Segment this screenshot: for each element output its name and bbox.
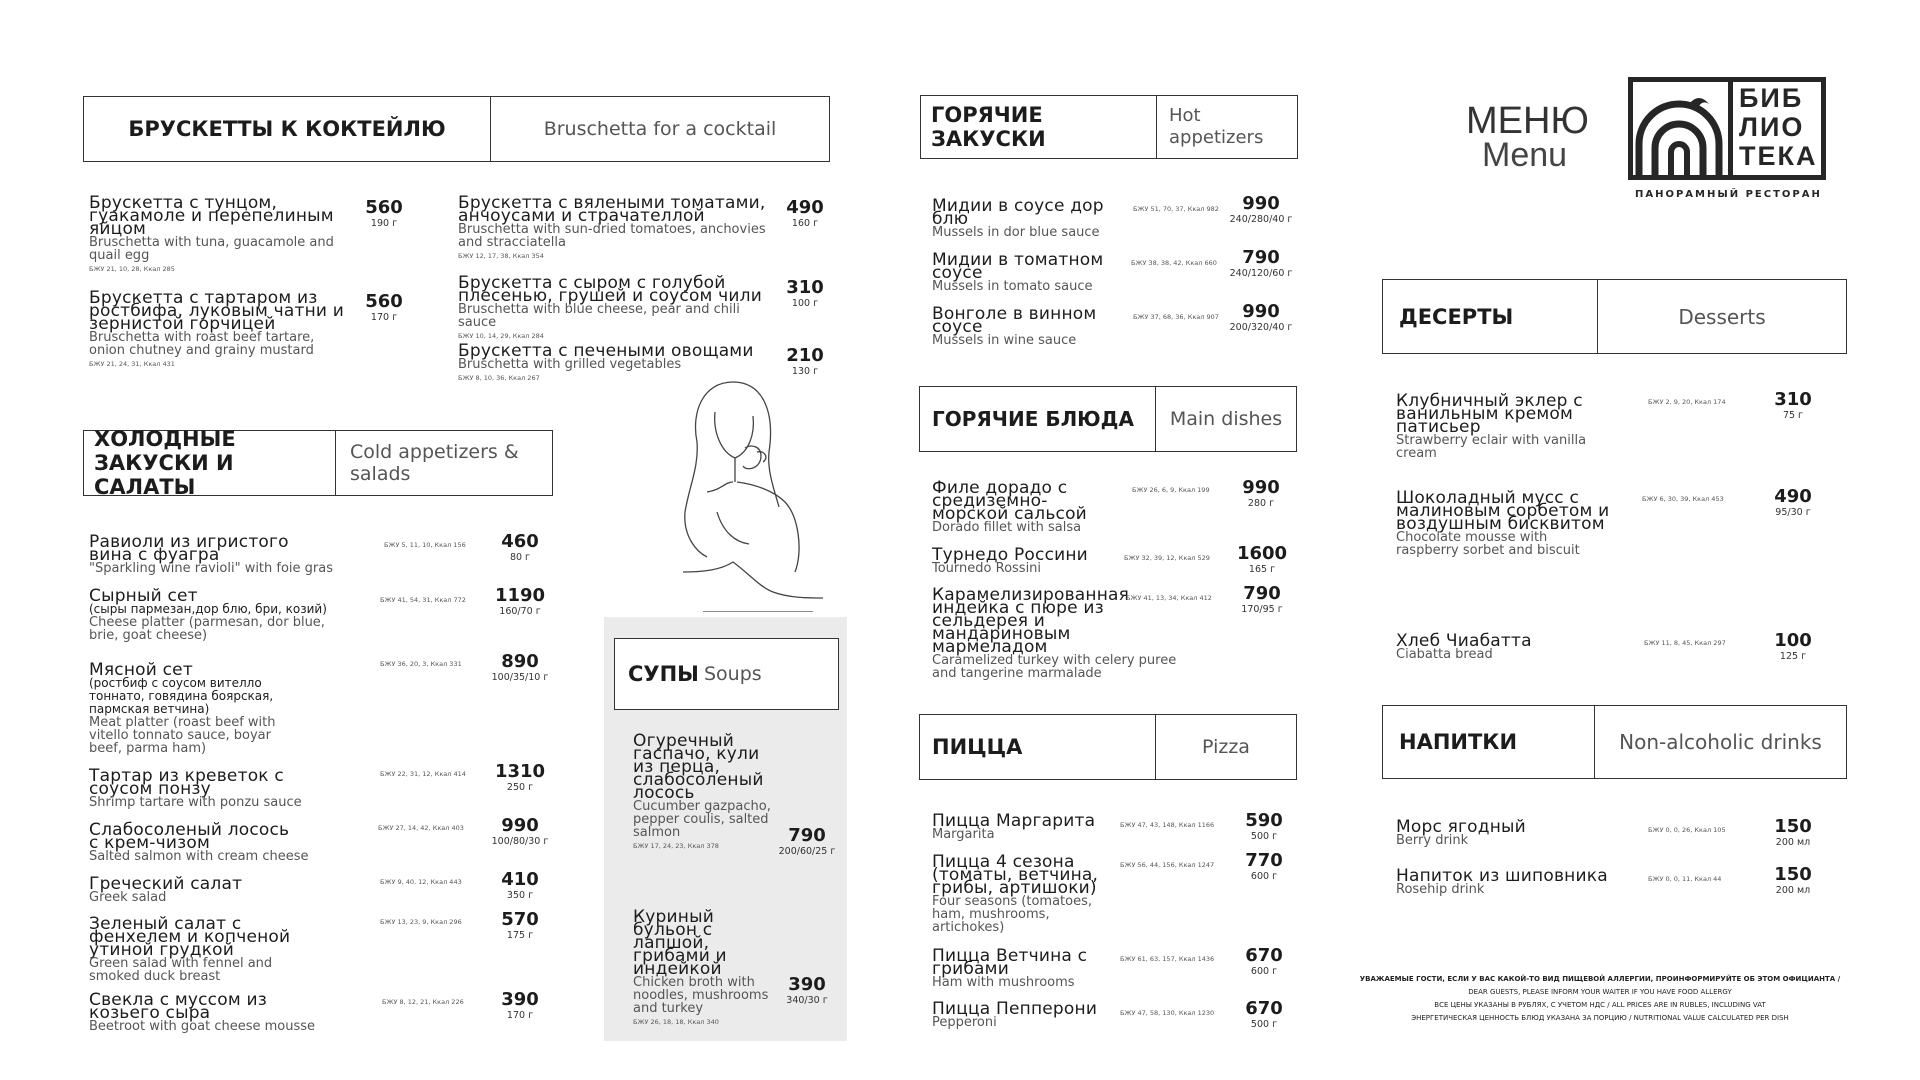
section-title-en: Pizza — [1202, 736, 1250, 758]
dish-name-en: Pepperoni — [932, 1015, 997, 1030]
dish-name-en: Ciabatta bread — [1396, 647, 1493, 662]
dish-weight: 500 г — [1250, 831, 1278, 842]
dish-name: Напиток из шиповника — [1396, 866, 1608, 886]
dish-price: 490 — [1774, 486, 1812, 507]
price-block — [1236, 478, 1286, 510]
menu-item — [932, 196, 1132, 240]
dish-name-en: Green salad with fennel and smoked duck breast — [89, 956, 273, 984]
dish-name-en: Salted salmon with cream cheese — [89, 849, 309, 864]
dish-name-en: Bruschetta with grilled vegetables — [458, 357, 682, 372]
dish-name-en: Bruschetta with sun-dried tomatoes, anchovies and stracciatella — [458, 222, 766, 250]
dish-nutrition: БЖУ 41, 13, 34, Ккал 412 — [1126, 594, 1212, 602]
dish-weight: 175 г — [506, 930, 534, 941]
menu-item — [89, 766, 302, 810]
dish-name: Мидии в томатном соусе — [932, 250, 1104, 283]
dish-nutrition: БЖУ 13, 23, 9, Ккал 296 — [380, 918, 462, 926]
section-title-en: Cold appetizers & salads — [350, 441, 519, 485]
dish-price: 990 — [1242, 301, 1280, 322]
dish-nutrition: БЖУ 51, 70, 37, Ккал 982 — [1133, 205, 1219, 213]
price-block — [783, 198, 827, 230]
dish-nutrition: БЖУ 26, 6, 9, Ккал 199 — [1132, 486, 1210, 494]
price-block — [1768, 631, 1818, 663]
section-header-main — [919, 386, 1297, 452]
dish-nutrition: БЖУ 12, 17, 38, Ккал 354 — [458, 252, 544, 260]
section-title-en: Hot appetizers — [1169, 105, 1264, 148]
menu-item — [458, 193, 773, 261]
dish-price: 490 — [786, 197, 824, 218]
logo-arches-icon — [1633, 82, 1728, 175]
footnote-allergy-ru: УВАЖАЕМЫЕ ГОСТИ, ЕСЛИ У ВАС КАКОЙ-ТО ВИД ПИЩЕВОЙ АЛЛЕРГИИ, ПРОИНФОРМИРУЙТЕ ОБ ЭТОМ ОФИЦИАНТА / — [1359, 975, 1841, 983]
dish-name-en: Caramelized turkey with celery puree and tangerine marmalade — [932, 653, 1177, 681]
section-header-cold — [83, 427, 553, 499]
price-block — [778, 975, 836, 1007]
price-block — [1764, 487, 1822, 519]
dish-weight: 200 мл — [1775, 837, 1811, 848]
price-block — [783, 278, 827, 310]
dish-weight: 280 г — [1247, 498, 1275, 509]
section-title-en: Bruschetta for a cocktail — [543, 118, 777, 140]
dish-price: 310 — [1774, 389, 1812, 410]
dish-name: Мясной сет — [89, 660, 193, 680]
dish-name-en: Chicken broth with noodles, mushrooms and turkey — [633, 975, 769, 1016]
logo-line-1: БИБ — [1739, 83, 1804, 113]
footnote-nutrition: ЭНЕРГЕТИЧЕСКАЯ ЦЕННОСТЬ БЛЮД УКАЗАНА ЗА ПОРЦИЮ / NUTRITIONAL VALUE CALCULATED PER DISH — [1411, 1014, 1789, 1022]
dish-nutrition: БЖУ 9, 40, 12, Ккал 443 — [380, 878, 462, 886]
dish-nutrition: БЖУ 21, 24, 31, Ккал 431 — [89, 360, 175, 368]
section-title-ru: ГОРЯЧИЕ ЗАКУСКИ — [921, 96, 1157, 158]
dish-name: Слабосоленый лосось с крем-чизом — [89, 820, 290, 853]
dish-nutrition: БЖУ 41, 54, 31, Ккал 772 — [380, 596, 466, 604]
footnote-allergy-en: DEAR GUESTS, PLEASE INFORM YOUR WAITER IF YOU HAVE FOOD ALLERGY — [1468, 988, 1732, 996]
dish-name: Брускетта с вялеными томатами, анчоусами и страчателлой — [458, 193, 766, 226]
dish-name: Шоколадный мусс с малиновым сорбетом и воздушным бисквитом — [1396, 488, 1610, 534]
dish-price: 150 — [1774, 816, 1812, 837]
section-title-ru: НАПИТКИ — [1383, 706, 1595, 778]
menu-item — [458, 273, 773, 341]
price-block — [496, 870, 544, 902]
dish-name-en: Meat platter (roast beef with vitello tonnato sauce, boyar beef, parma ham) — [89, 715, 276, 756]
price-block — [1226, 302, 1296, 334]
section-header-hot-appetizers — [920, 95, 1298, 159]
dish-nutrition: БЖУ 56, 44, 156, Ккал 1247 — [1120, 861, 1215, 869]
dish-name: Пицца Маргарита — [932, 811, 1096, 831]
dish-name-en: Bruschetta with roast beef tartare, onion chutney and grainy mustard — [89, 330, 315, 358]
dish-weight: 170 г — [370, 312, 398, 323]
dish-name-en: Shrimp tartare with ponzu sauce — [89, 795, 302, 810]
menu-item — [932, 478, 1102, 535]
menu-item — [1396, 488, 1621, 558]
dish-name-en: Four seasons (tomatoes, ham, mushrooms, artichokes) — [932, 894, 1092, 935]
price-block — [783, 346, 827, 378]
dish-nutrition: БЖУ 61, 63, 157, Ккал 1436 — [1120, 955, 1215, 963]
dish-name-en: Cucumber gazpacho, pepper coulis, salted salmon — [633, 799, 771, 840]
section-title-ru: ГОРЯЧИЕ БЛЮДА — [920, 387, 1156, 451]
dish-weight: 170 г — [506, 1010, 534, 1021]
dish-name-en: Ham with mushrooms — [932, 975, 1075, 990]
dish-name-en: Mussels in tomato sauce — [932, 279, 1093, 294]
menu-title-ru: МЕНЮ — [1466, 100, 1589, 142]
menu-item — [633, 731, 773, 851]
price-block — [775, 826, 839, 858]
dish-name-en: Cheese platter (parmesan, dor blue, brie, goat cheese) — [89, 615, 325, 643]
menu-item — [1396, 631, 1621, 662]
dish-name-en: Mussels in wine sauce — [932, 333, 1077, 348]
section-header-soups — [614, 638, 839, 710]
dish-name: Турнедо Россини — [932, 545, 1088, 565]
dish-price: 1600 — [1236, 543, 1288, 564]
dish-name: Вонголе в винном соусе — [932, 304, 1097, 337]
price-block — [362, 198, 406, 230]
section-title-ru: СУПЫ — [628, 662, 699, 686]
dish-name: Греческий салат — [89, 874, 243, 894]
dish-name: Сырный сет — [89, 586, 198, 606]
dish-name: Морс ягодный — [1396, 817, 1526, 837]
dish-weight: 350 г — [506, 890, 534, 901]
menu-item — [89, 990, 316, 1034]
dish-name: Равиоли из игристого вина с фуагра — [89, 532, 289, 565]
dish-price: 670 — [1245, 998, 1283, 1019]
dish-name: Клубничный эклер с ванильным кремом патисьер — [1396, 391, 1583, 437]
dish-price: 390 — [501, 989, 539, 1010]
price-block — [496, 532, 544, 564]
dish-name: Филе дорадо с средиземно-морской сальсой — [932, 478, 1087, 524]
dish-nutrition: БЖУ 6, 30, 39, Ккал 453 — [1642, 495, 1724, 503]
footnote-prices: ВСЕ ЦЕНЫ УКАЗАНЫ В РУБЛЯХ, С УЧЕТОМ НДС / ALL PRICES ARE IN RUBLES, INCLUDING VAT — [1434, 1001, 1766, 1009]
dish-price: 210 — [786, 345, 824, 366]
dish-price: 790 — [1243, 583, 1281, 604]
dish-weight: 100 г — [791, 298, 819, 309]
dish-price: 100 — [1774, 630, 1812, 651]
menu-item — [932, 250, 1122, 294]
restaurant-logo — [1628, 77, 1826, 180]
dish-weight: 160 г — [791, 218, 819, 229]
dish-price: 990 — [1242, 477, 1280, 498]
dish-name: Хлеб Чиабатта — [1396, 631, 1532, 651]
price-block — [490, 816, 550, 848]
price-block — [362, 292, 406, 324]
menu-title-en: Menu — [1482, 136, 1568, 174]
section-title-ru: ХОЛОДНЫЕ ЗАКУСКИ И САЛАТЫ — [84, 431, 336, 495]
dish-price: 570 — [501, 909, 539, 930]
dish-price: 770 — [1245, 850, 1283, 871]
price-block — [1240, 851, 1288, 883]
menu-item — [932, 811, 1112, 842]
dish-price: 410 — [501, 869, 539, 890]
menu-item — [89, 820, 309, 864]
dish-weight: 75 г — [1782, 410, 1804, 421]
dish-weight: 240/120/60 г — [1229, 268, 1293, 279]
menu-item — [89, 914, 294, 984]
dish-nutrition: БЖУ 26, 18, 18, Ккал 340 — [633, 1018, 719, 1026]
restaurant-subtitle: ПАНОРАМНЫЙ РЕСТОРАН — [1635, 189, 1822, 200]
dish-weight: 95/30 г — [1775, 507, 1811, 518]
section-header-desserts — [1382, 279, 1847, 354]
menu-item — [1396, 866, 1636, 897]
dish-weight: 170/95 г — [1241, 604, 1283, 615]
dish-name-en: Rosehip drink — [1396, 882, 1485, 897]
dish-price: 150 — [1774, 864, 1812, 885]
menu-item — [1396, 817, 1621, 848]
price-block — [1766, 817, 1820, 849]
price-block — [1234, 544, 1290, 576]
dish-name: Куриный бульон с лапшой, грибами и индейкой — [633, 907, 727, 979]
menu-item — [633, 907, 778, 1027]
section-title-ru: БРУСКЕТТЫ К КОКТЕЙЛЮ — [84, 97, 491, 161]
dish-nutrition: БЖУ 8, 12, 21, Ккал 226 — [382, 998, 464, 1006]
section-title-en: Desserts — [1678, 304, 1766, 329]
dish-weight: 80 г — [509, 552, 531, 563]
dish-nutrition: БЖУ 11, 8, 45, Ккал 297 — [1644, 639, 1726, 647]
menu-item — [932, 545, 1112, 576]
menu-item — [932, 999, 1112, 1030]
dish-nutrition: БЖУ 47, 43, 148, Ккал 1166 — [1120, 821, 1215, 829]
menu-item — [932, 304, 1122, 348]
section-header-drinks — [1382, 705, 1847, 779]
menu-item — [89, 586, 349, 643]
price-block — [490, 652, 550, 684]
dish-name-en: Greek salad — [89, 890, 167, 905]
dish-nutrition: БЖУ 38, 38, 42, Ккал 660 — [1131, 259, 1217, 267]
price-block — [1226, 194, 1296, 226]
dish-nutrition: БЖУ 5, 11, 10, Ккал 156 — [384, 541, 466, 549]
dish-price: 560 — [365, 291, 403, 312]
dish-price: 590 — [1245, 810, 1283, 831]
dish-name-en: Dorado fillet with salsa — [932, 520, 1082, 535]
section-title-ru: ДЕСЕРТЫ — [1383, 280, 1598, 353]
menu-item — [89, 874, 319, 905]
dish-price: 790 — [1242, 247, 1280, 268]
dish-name: Мидии в соусе дор блю — [932, 196, 1104, 229]
dish-name: Пицца Ветчина с грибами — [932, 946, 1088, 979]
dish-name-en: Chocolate mousse with raspberry sorbet and biscuit — [1396, 530, 1580, 558]
menu-item — [458, 341, 773, 383]
price-block — [496, 990, 544, 1022]
dish-weight: 600 г — [1250, 871, 1278, 882]
dish-weight: 100/35/10 г — [491, 672, 549, 683]
price-block — [1240, 811, 1288, 843]
dish-nutrition: БЖУ 21, 10, 28, Ккал 285 — [89, 265, 175, 273]
dish-weight: 500 г — [1250, 1019, 1278, 1030]
dish-price: 790 — [788, 825, 826, 846]
menu-item — [932, 852, 1112, 935]
dish-name: Карамелизированная индейка с пюре из сельдерея и мандариновым мармеладом — [932, 585, 1130, 657]
logo-line-3: ТЕКА — [1739, 141, 1818, 171]
dish-nutrition: БЖУ 36, 20, 3, Ккал 331 — [380, 660, 462, 668]
dish-weight: 200 мл — [1775, 885, 1811, 896]
dish-name-en: Bruschetta with tuna, guacamole and quail egg — [89, 235, 334, 263]
menu-item — [932, 946, 1102, 990]
dish-nutrition: БЖУ 17, 24, 23, Ккал 378 — [633, 842, 719, 850]
dish-weight: 600 г — [1250, 966, 1278, 977]
dish-name: Пицца Пепперони — [932, 999, 1098, 1019]
logo-line-2: ЛИО — [1739, 112, 1805, 142]
dish-price: 460 — [501, 531, 539, 552]
dish-name-en: Berry drink — [1396, 833, 1469, 848]
price-block — [494, 586, 546, 618]
dish-price: 890 — [501, 651, 539, 672]
dish-weight: 100/80/30 г — [491, 836, 549, 847]
price-block — [1240, 946, 1288, 978]
dish-name: Огуречный гаспачо, кули из перца, слабосоленый лосось — [633, 731, 764, 803]
section-header-pizza — [919, 714, 1297, 780]
dish-name: Брускетта с тунцом, гуакамоле и перепелиным яйцом — [89, 193, 334, 239]
dish-weight: 200/60/25 г — [778, 846, 836, 857]
dish-weight: 240/280/40 г — [1229, 214, 1293, 225]
section-title-en: Main dishes — [1169, 408, 1283, 430]
dish-name-en: Beetroot with goat cheese mousse — [89, 1019, 316, 1034]
dish-name: Брускетта с печеными овощами — [458, 341, 754, 361]
section-title-ru: ПИЦЦА — [920, 715, 1156, 779]
dish-nutrition: БЖУ 8, 10, 36, Ккал 267 — [458, 374, 540, 382]
dish-name-en: Tournedo Rossini — [932, 561, 1042, 576]
section-title-en: Soups — [704, 663, 762, 685]
dish-weight: 160/70 г — [499, 606, 541, 617]
price-block — [1226, 248, 1296, 280]
dish-name-en: "Sparkling wine ravioli" with foie gras — [89, 561, 334, 576]
dish-weight: 125 г — [1779, 651, 1807, 662]
dish-price: 990 — [1242, 193, 1280, 214]
dish-weight: 340/30 г — [786, 995, 828, 1006]
price-block — [1240, 999, 1288, 1031]
menu-item — [89, 660, 279, 756]
dish-nutrition: БЖУ 10, 14, 29, Ккал 284 — [458, 332, 544, 340]
menu-item — [1396, 391, 1611, 461]
dish-name-en: Mussels in dor blue sauce — [932, 225, 1100, 240]
dish-price: 990 — [501, 815, 539, 836]
dish-name-en: Margarita — [932, 827, 995, 842]
dish-nutrition: БЖУ 27, 14, 42, Ккал 403 — [378, 824, 464, 832]
price-block — [1234, 584, 1290, 616]
dish-weight: 250 г — [506, 782, 534, 793]
dish-nutrition: БЖУ 32, 39, 12, Ккал 529 — [1124, 554, 1210, 562]
menu-item — [89, 532, 334, 576]
dish-name-en: Strawberry eclair with vanilla cream — [1396, 433, 1587, 461]
dish-name: Брускетта с тартаром из ростбифа, луковым чатни и зернистой горчицей — [89, 288, 344, 334]
price-block — [1766, 865, 1820, 897]
dish-price: 1190 — [494, 585, 546, 606]
price-block — [1768, 390, 1818, 422]
dish-nutrition: БЖУ 0, 0, 11, Ккал 44 — [1648, 875, 1722, 883]
woman-with-cup-illustration — [663, 372, 823, 612]
dish-nutrition: БЖУ 37, 68, 36, Ккал 907 — [1133, 313, 1219, 321]
dish-nutrition: БЖУ 22, 31, 12, Ккал 414 — [380, 770, 466, 778]
dish-description: (сыры пармезан,дор блю, бри, козий) — [89, 602, 327, 616]
dish-name: Свекла с муссом из козьего сыра — [89, 990, 267, 1023]
dish-description: (ростбиф с соусом вителло тоннато, говядина боярская, пармская ветчина) — [89, 676, 274, 716]
price-block — [494, 762, 546, 794]
dish-weight: 130 г — [791, 366, 819, 377]
menu-item — [89, 288, 351, 369]
section-title-en: Non-alcoholic drinks — [1619, 730, 1822, 754]
dish-name: Пицца 4 сезона (томаты, ветчина, грибы, артишоки) — [932, 852, 1099, 898]
dish-weight: 190 г — [370, 218, 398, 229]
dish-price: 670 — [1245, 945, 1283, 966]
dish-name: Тартар из креветок с соусом понзу — [89, 766, 284, 799]
dish-price: 390 — [788, 974, 826, 995]
dish-name-en: Bruschetta with blue cheese, pear and chili sauce — [458, 302, 740, 330]
dish-nutrition: БЖУ 47, 58, 130, Ккал 1230 — [1120, 1009, 1215, 1017]
dish-price: 1310 — [494, 761, 546, 782]
dish-name: Зеленый салат с фенхелем и копченой утиной грудкой — [89, 914, 291, 960]
dish-price: 310 — [786, 277, 824, 298]
dish-nutrition: БЖУ 2, 9, 20, Ккал 174 — [1648, 398, 1726, 406]
dish-nutrition: БЖУ 0, 0, 26, Ккал 105 — [1648, 826, 1726, 834]
dish-weight: 165 г — [1248, 564, 1276, 575]
section-header-bruschetta — [83, 96, 830, 162]
dish-name: Брускетта с сыром с голубой плесенью, грушей и соусом чили — [458, 273, 762, 306]
dish-price: 560 — [365, 197, 403, 218]
dish-weight: 200/320/40 г — [1229, 322, 1293, 333]
menu-item — [89, 193, 349, 274]
price-block — [496, 910, 544, 942]
